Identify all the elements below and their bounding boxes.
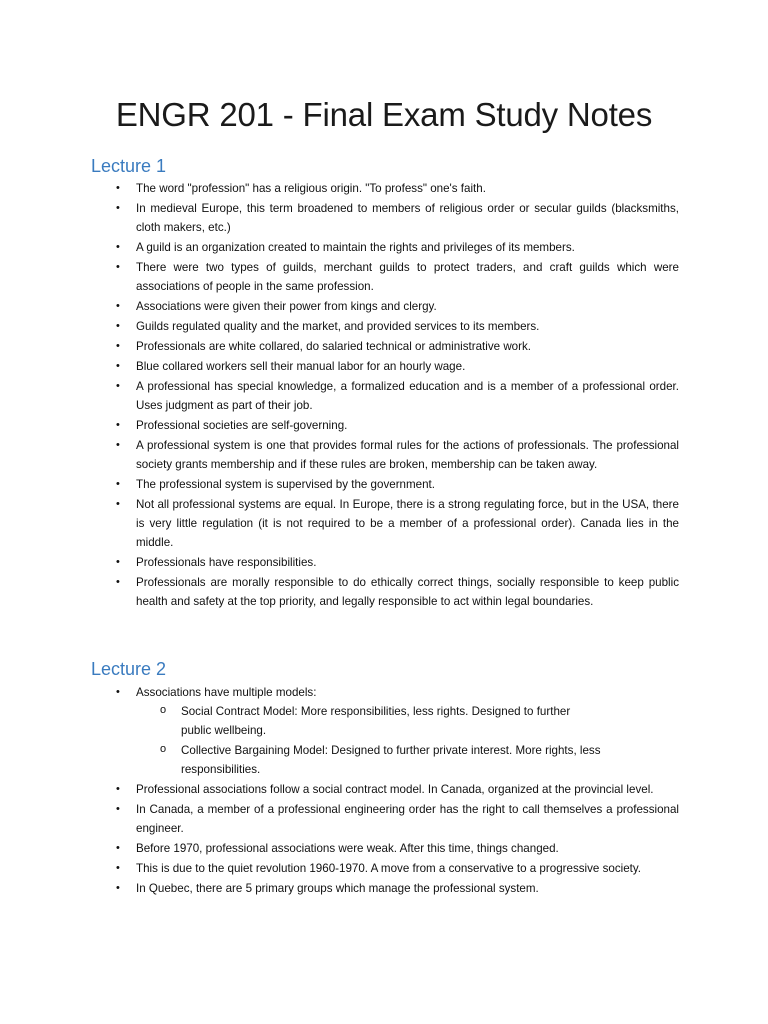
bullet-icon: • (116, 182, 120, 194)
bullet-icon: • (116, 576, 120, 588)
list-item-text: Professional societies are self-governing. (136, 419, 348, 432)
sub-list-item-text: Collective Bargaining Model: Designed to further private interest. More rights, less responsibilities. (181, 744, 601, 776)
list-item-text: Professionals are white collared, do salaried technical or administrative work. (136, 340, 532, 353)
list-item-text: Guilds regulated quality and the market, and provided services to its members. (136, 320, 540, 333)
list-item (91, 199, 679, 237)
list-item (91, 377, 679, 415)
list-item-text: In medieval Europe, this term broadened to members of religious order or secular guilds (blacksmiths, cloth makers, etc.) (136, 202, 679, 234)
page-title: ENGR 201 - Final Exam Study Notes (115, 96, 653, 133)
list-item-text: Associations have multiple models: (136, 686, 317, 699)
list-item-text: Not all professional systems are equal. In Europe, there is a strong regulating force, but in the USA, there is very little regulation (it is not required to be a member of a professional order). Canada lies in the middle. (136, 498, 679, 549)
bullet-icon: • (116, 478, 120, 490)
bullet-icon: • (116, 882, 120, 894)
section-heading-lecture-1: Lecture 1 (91, 156, 167, 176)
list-item (91, 179, 679, 198)
sub-list-item-text: Social Contract Model: More responsibilities, less rights. Designed to further public wellbeing. (181, 705, 571, 737)
bullet-icon: • (116, 340, 120, 352)
sub-list-item (91, 741, 603, 779)
bullet-icon: • (116, 842, 120, 854)
list-item-text: Blue collared workers sell their manual labor for an hourly wage. (136, 360, 466, 373)
sub-bullet-icon: o (160, 743, 167, 755)
list-item (91, 436, 679, 474)
bullet-icon: • (116, 202, 120, 214)
list-item (91, 317, 679, 336)
list-item (91, 553, 679, 572)
bullet-icon: • (116, 686, 120, 698)
bullet-icon: • (116, 320, 120, 332)
bullet-icon: • (116, 360, 120, 372)
list-item (91, 573, 679, 611)
sub-list-item (91, 702, 603, 740)
bullet-icon: • (116, 241, 120, 253)
list-item-text: There were two types of guilds, merchant guilds to protect traders, and craft guilds which were associations of people in the same profession. (136, 261, 679, 293)
list-item-text: In Quebec, there are 5 primary groups which manage the professional system. (136, 882, 539, 895)
list-item-text: The professional system is supervised by the government. (136, 478, 436, 491)
list-item (91, 859, 679, 878)
sub-bullet-icon: o (160, 704, 167, 716)
list-item-text: A professional system is one that provides formal rules for the actions of professionals. The professional society grants membership and if these rules are broken, membership can be taken away. (136, 439, 679, 471)
bullet-icon: • (116, 803, 120, 815)
list-item-text: Associations were given their power from kings and clergy. (136, 300, 437, 313)
list-item (91, 495, 679, 552)
list-item (91, 337, 679, 356)
bullet-icon: • (116, 556, 120, 568)
list-item (91, 357, 679, 376)
list-item-text: This is due to the quiet revolution 1960-1970. A move from a conservative to a progressive society. (136, 862, 642, 875)
bullet-icon: • (116, 439, 120, 451)
lecture-2-bullet-list (91, 683, 679, 899)
bullet-icon: • (116, 498, 120, 510)
list-item (91, 297, 679, 316)
list-item-text: A guild is an organization created to maintain the rights and privileges of its members. (136, 241, 575, 254)
list-item-text: A professional has special knowledge, a formalized education and is a member of a professional order. Uses judgment as part of their job. (136, 380, 679, 412)
list-item-text: Professional associations follow a social contract model. In Canada, organized at the provincial level. (136, 783, 654, 796)
list-item-text: Before 1970, professional associations were weak. After this time, things changed. (136, 842, 559, 855)
list-item (91, 879, 679, 898)
list-item-text: The word "profession" has a religious origin. "To profess" one's faith. (136, 182, 486, 195)
list-item (91, 780, 679, 799)
list-item-text: Professionals are morally responsible to do ethically correct things, socially responsible to keep public health and safety at the top priority, and legally responsible to act within legal boundaries. (136, 576, 679, 608)
bullet-icon: • (116, 380, 120, 392)
bullet-icon: • (116, 419, 120, 431)
bullet-icon: • (116, 300, 120, 312)
sub-list (91, 702, 679, 779)
list-item (91, 683, 679, 779)
list-item (91, 416, 679, 435)
list-item-text: In Canada, a member of a professional engineering order has the right to call themselves a professional engineer. (136, 803, 679, 835)
list-item (91, 258, 679, 296)
lecture-1-bullet-list (91, 179, 679, 612)
list-item (91, 475, 679, 494)
list-item-text: Professionals have responsibilities. (136, 556, 317, 569)
section-heading-lecture-2: Lecture 2 (91, 659, 167, 679)
list-item (91, 839, 679, 858)
bullet-icon: • (116, 261, 120, 273)
bullet-icon: • (116, 862, 120, 874)
list-item (91, 800, 679, 838)
list-item (91, 238, 679, 257)
bullet-icon: • (116, 783, 120, 795)
